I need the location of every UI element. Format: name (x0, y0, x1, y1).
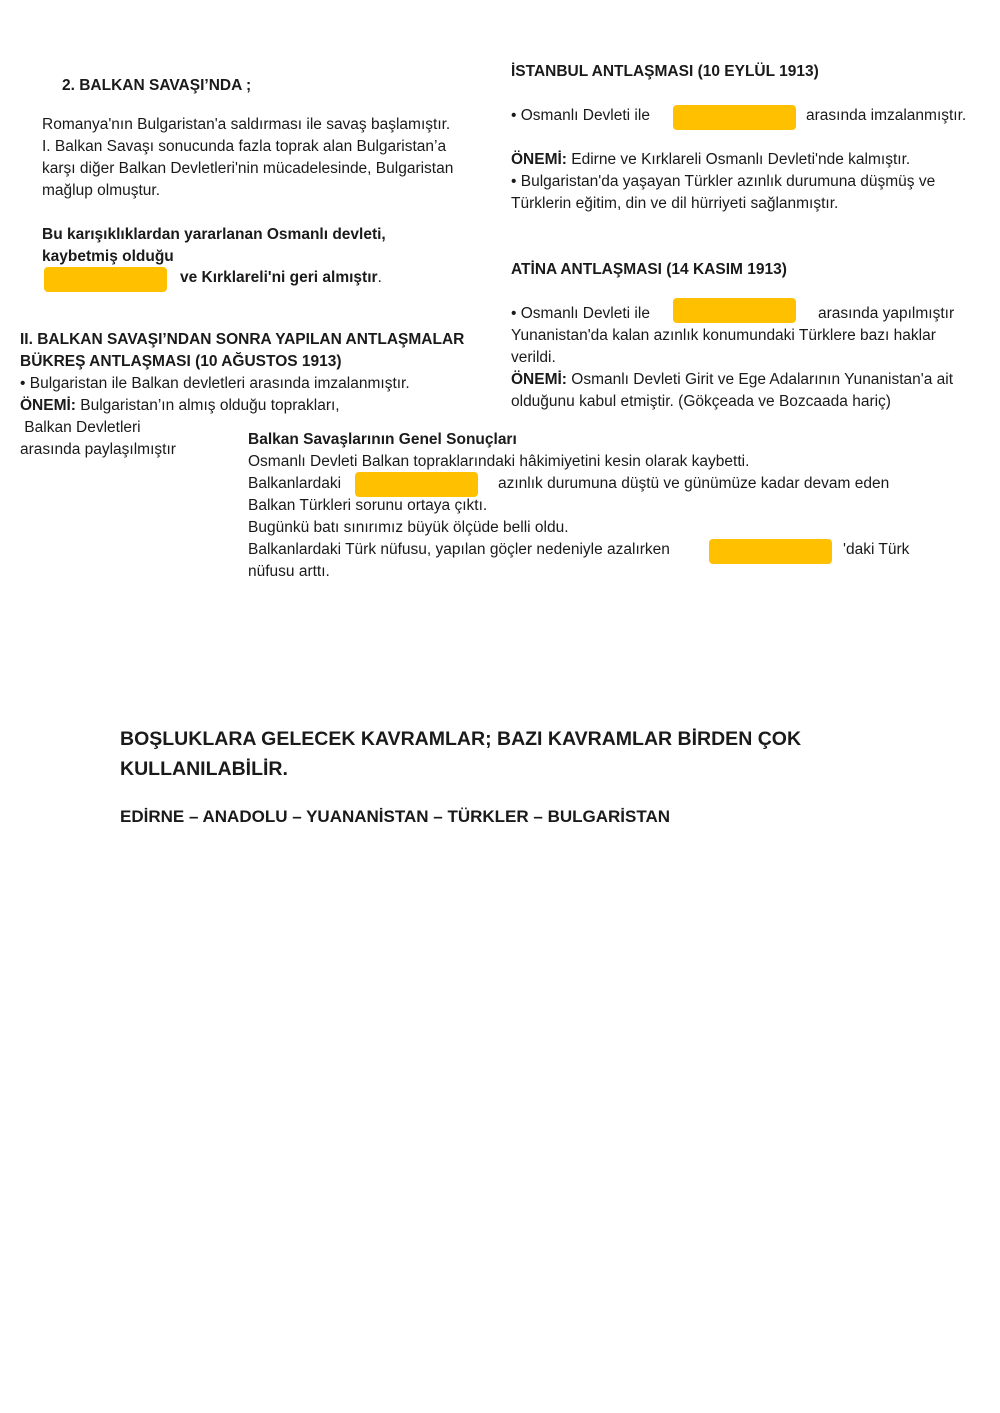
genel-line1: Osmanlı Devleti Balkan topraklarındaki hâkimiyetini kesin olarak kaybetti. (248, 453, 750, 470)
text-line: • Bulgaristan ile Balkan devletleri arasında imzalanmıştır. (20, 375, 410, 392)
text-line: Bu karışıklıklardan yararlanan Osmanlı devleti, (42, 226, 386, 243)
bukres-heading: BÜKREŞ ANTLAŞMASI (10 AĞUSTOS 1913) (20, 353, 342, 370)
text-line: KULLANILABİLİR. (120, 758, 288, 780)
text-line: Balkan Türkleri sorunu ortaya çıktı. (248, 497, 488, 514)
text-line: Türklerin eğitim, din ve dil hürriyeti sağlanmıştır. (511, 195, 839, 212)
atina-heading: ATİNA ANTLAŞMASI (14 KASIM 1913) (511, 261, 787, 278)
text-line: mağlup olmuştur. (42, 182, 161, 199)
text-line: BOŞLUKLARA GELECEK KAVRAMLAR; BAZI KAVRAMLAR BİRDEN ÇOK (120, 728, 802, 750)
genel-lines (248, 495, 569, 539)
atina-line1-b: arasında yapılmıştır (818, 305, 955, 322)
genel-line5-a: Balkanlardaki Türk nüfusu, yapılan göçler nedeniyle azalırken (248, 541, 670, 558)
onemi-line: ÖNEMİ: Osmanlı Devleti Girit ve Ege Adalarının Yunanistan'a ait (511, 371, 954, 388)
atina-line1-a: • Osmanlı Devleti ile (511, 305, 650, 322)
word-bank-terms: EDİRNE – ANADOLU – YUANANİSTAN – TÜRKLER – BULGARİSTAN (120, 807, 671, 826)
blank-istanbul-slot[interactable] (673, 105, 796, 130)
istanbul-heading: İSTANBUL ANTLAŞMASI (10 EYLÜL 1913) (511, 63, 819, 80)
istanbul-line1-b: arasında imzalanmıştır. (806, 107, 967, 124)
blank-atina-slot[interactable] (673, 298, 796, 323)
text-line: • Bulgaristan'da yaşayan Türkler azınlık durumuna düşmüş ve (511, 173, 936, 190)
text-line: verildi. (511, 349, 556, 366)
treaties-heading: II. BALKAN SAVAŞI’NDAN SONRA YAPILAN ANTLAŞMALAR (20, 331, 465, 348)
istanbul-body (511, 149, 935, 215)
text-line: Bugünkü batı sınırımız büyük ölçüde belli oldu. (248, 519, 569, 536)
recovery-paragraph (42, 224, 386, 268)
text-line: Romanya'nın Bulgaristan'a saldırması ile savaş başlamıştır. (42, 116, 451, 133)
text-line: Yunanistan'da kalan azınlık konumundaki Türklere bazı haklar (511, 327, 936, 344)
balkan-war-paragraph (42, 114, 453, 202)
onemi-line: ÖNEMİ: Edirne ve Kırklareli Osmanlı Devleti'nde kalmıştır. (511, 151, 911, 168)
balkan-war-heading: 2. BALKAN SAVAŞI’NDA ; (62, 77, 252, 94)
blank-edirne-slot[interactable] (44, 267, 167, 292)
blank-anadolu-slot[interactable] (709, 539, 832, 564)
text-line: Balkan Devletleri (20, 419, 141, 436)
recovery-line-end: ve Kırklareli'ni geri almıştır. (180, 269, 382, 286)
genel-heading: Balkan Savaşlarının Genel Sonuçları (248, 431, 517, 448)
text-line: karşı diğer Balkan Devletleri'nin mücadelesinde, Bulgaristan (42, 160, 454, 177)
text-line: arasında paylaşılmıştır (20, 441, 176, 458)
text-line: kaybetmiş olduğu (42, 248, 174, 265)
genel-line2-a: Balkanlardaki (248, 475, 342, 492)
genel-line5-b: 'daki Türk (843, 541, 910, 558)
istanbul-line1-a: • Osmanlı Devleti ile (511, 107, 650, 124)
genel-line6: nüfusu arttı. (248, 563, 330, 580)
text-line: olduğunu kabul etmiştir. (Gökçeada ve Bozcaada hariç) (511, 393, 891, 410)
onemi-line: ÖNEMİ: Bulgaristan’ın almış olduğu toprakları, (20, 397, 340, 414)
word-bank-title (120, 724, 801, 784)
genel-line2-b: azınlık durumuna düştü ve günümüze kadar devam eden (498, 475, 890, 492)
text-line: I. Balkan Savaşı sonucunda fazla toprak alan Bulgaristan’a (42, 138, 447, 155)
blank-turkler-slot[interactable] (355, 472, 478, 497)
atina-body (511, 325, 953, 413)
